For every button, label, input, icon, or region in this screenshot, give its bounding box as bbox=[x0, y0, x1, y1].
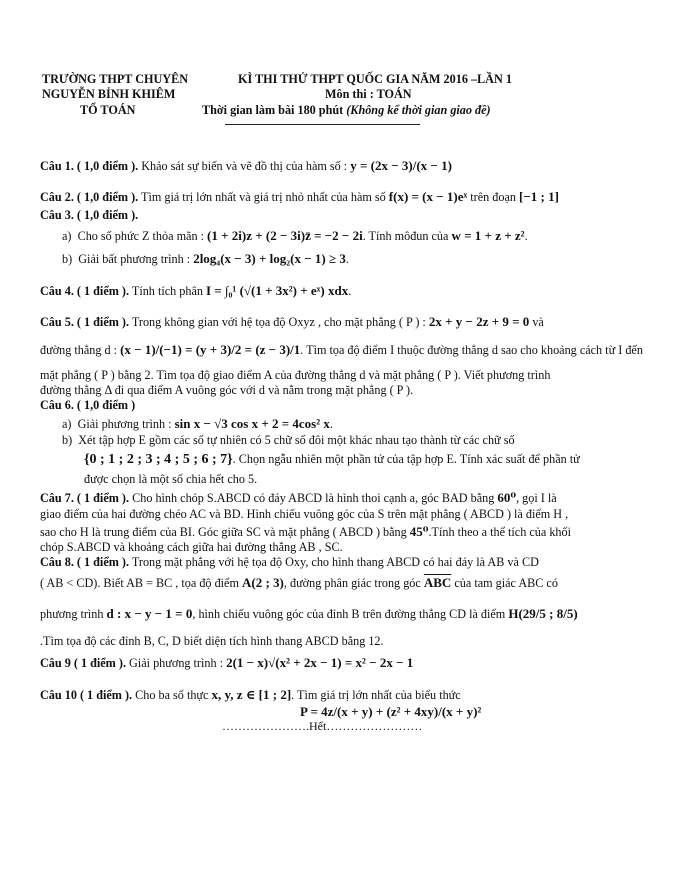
question-9-text: Giải phương trình : bbox=[126, 656, 227, 670]
question-3a-label: a) bbox=[62, 229, 72, 243]
question-7-line1b: , gọi I là bbox=[516, 491, 557, 505]
question-1-formula: y = (2x − 3)/(x − 1) bbox=[350, 158, 452, 173]
question-3b: b) Giải bất phương trình : 2log₄(x − 3) + log₂(x − 1) ≥ 3. bbox=[62, 251, 349, 266]
question-10-text: Cho ba số thực bbox=[132, 688, 212, 702]
question-7-angle2: 45⁰ bbox=[409, 524, 429, 539]
question-7-label: Câu 7. ( 1 điểm ). bbox=[40, 491, 130, 505]
question-8-label: Câu 8. ( 1 điểm ). bbox=[40, 555, 130, 569]
question-5-plane: 2x + y − 2z + 9 = 0 bbox=[428, 314, 530, 329]
question-2 bbox=[40, 189, 640, 205]
question-2-label: Câu 2. ( 1,0 điểm ). bbox=[40, 190, 139, 204]
question-5-label: Câu 5. ( 1 điểm ). bbox=[40, 315, 130, 329]
question-7-angle1: 60⁰ bbox=[497, 490, 517, 505]
question-3a-formula: (1 + 2i)z + (2 − 3i)z̄ = −2 − 2i bbox=[207, 228, 363, 243]
school-name-line1: TRƯỜNG THPT CHUYÊN bbox=[42, 72, 189, 86]
school-name-line2: NGUYỄN BỈNH KHIÊM bbox=[42, 87, 176, 101]
question-1-text: Khảo sát sự biến và vẽ đồ thị của hàm số : bbox=[138, 159, 351, 173]
question-5-line2 bbox=[40, 342, 643, 358]
question-4-text: Tính tích phân bbox=[129, 284, 206, 298]
question-3-label: Câu 3. ( 1,0 điểm ). bbox=[40, 208, 139, 222]
question-6b-text2: . Chọn ngẫu nhiên một phần tử của tập hợp E. Tính xác suất để phần tử bbox=[232, 452, 580, 466]
question-8-point-h: H(29/5 ; 8/5) bbox=[508, 606, 578, 621]
question-5-line4: đường thẳng Δ đi qua điểm A vuông góc với d và nằm trong mặt phẳng ( P ). bbox=[40, 383, 414, 397]
time-label: Thời gian làm bài 180 phút bbox=[202, 103, 344, 117]
question-8-point-a: A(2 ; 3) bbox=[241, 575, 284, 590]
question-3a: a) Cho số phức Z thỏa mãn : (1 + 2i)z + (2 − 3i)z̄ = −2 − 2i. Tính môđun của w = 1 + z + z². bbox=[62, 228, 528, 243]
question-5 bbox=[40, 314, 640, 330]
question-10-domain: x, y, z ∈ [1 ; 2] bbox=[211, 687, 292, 702]
question-8-bisector-eq: d : x − y − 1 = 0 bbox=[106, 606, 193, 621]
question-6b-line3: được chọn là một số chia hết cho 5. bbox=[84, 472, 258, 486]
question-8-line4: .Tìm tọa độ các đỉnh B, C, D biết diện tích hình thang ABCD bằng 12. bbox=[40, 634, 384, 648]
question-6a-text: Giải phương trình : bbox=[77, 417, 175, 431]
question-8 bbox=[40, 555, 640, 570]
question-7 bbox=[40, 490, 640, 506]
question-5-line2-pre: đường thẳng d : bbox=[40, 343, 121, 357]
question-7-line3b: .Tính theo a thể tích của khối bbox=[428, 525, 571, 539]
question-6b bbox=[62, 433, 515, 448]
question-10 bbox=[40, 687, 640, 703]
question-4-label: Câu 4. ( 1 điểm ). bbox=[40, 284, 130, 298]
question-8-line3 bbox=[40, 606, 640, 622]
question-6b-line2 bbox=[84, 452, 580, 467]
header-divider bbox=[225, 124, 420, 125]
question-8-angle-abc: $\overline{ABC}$ bbox=[423, 575, 452, 590]
question-7-line3-text: sao cho H là trung điểm của BI. Góc giữa SC và mặt phẳng ( ABCD ) bằng bbox=[40, 525, 410, 539]
exam-time bbox=[202, 103, 491, 118]
question-8-line3b: , hình chiếu vuông góc của đỉnh B trên đường thẳng CD là điểm bbox=[192, 607, 509, 621]
question-6b-text: Xét tập hợp E gồm các số tự nhiên có 5 chữ số đôi một khác nhau tạo thành từ các chữ số bbox=[78, 433, 515, 447]
question-8-line3-text: phương trình bbox=[40, 607, 107, 621]
question-7-line1: Cho hình chóp S.ABCD có đáy ABCD là hình thoi cạnh a, góc BAD bằng bbox=[129, 491, 498, 505]
question-6a: a) Giải phương trình : sin x − √3 cos x + 2 = 4cos² x. bbox=[62, 416, 333, 431]
question-2-formula: f(x) = (x − 1)eˣ bbox=[388, 189, 468, 204]
question-1-label: Câu 1. ( 1,0 điểm ). bbox=[40, 159, 139, 173]
question-8-line2c: của tam giác ABC có bbox=[451, 576, 558, 590]
question-7-line3 bbox=[40, 524, 640, 540]
exam-title: KÌ THI THỬ THPT QUỐC GIA NĂM 2016 –LẦN 1 bbox=[238, 72, 512, 86]
question-4-formula: I = ∫₀¹ (√(1 + 3x²) + eˣ) xdx bbox=[206, 283, 349, 298]
question-5-line-equation: (x − 1)/(−1) = (y + 3)/2 = (z − 3)/1 bbox=[120, 342, 301, 357]
question-5-text-va: và bbox=[529, 315, 544, 329]
question-6a-formula: sin x − √3 cos x + 2 = 4cos² x bbox=[174, 416, 330, 431]
question-8-line2 bbox=[40, 575, 640, 591]
question-10-label: Câu 10 ( 1 điểm ). bbox=[40, 688, 133, 702]
question-4: Câu 4. ( 1 điểm ). Tính tích phân I = ∫₀¹ (√(1 + 3x²) + eˣ) xdx. bbox=[40, 283, 352, 298]
question-6-label: Câu 6. ( 1,0 điểm ) bbox=[40, 398, 136, 412]
time-note: (Không kể thời gian giao đề) bbox=[346, 103, 491, 117]
question-5-text: Trong không gian với hệ tọa độ Oxyz , cho mặt phẳng ( P ) : bbox=[129, 315, 429, 329]
question-10-text2: . Tìm giá trị lớn nhất của biểu thức bbox=[291, 688, 461, 702]
question-5-line2-post: . Tìm tọa độ điểm I thuộc đường thẳng d sao cho khoảng cách từ I đến bbox=[300, 343, 643, 357]
department-name: TỔ TOÁN bbox=[80, 103, 136, 117]
question-2-text2: trên đoạn bbox=[467, 190, 520, 204]
question-3a-text2: . Tính môđun của bbox=[362, 229, 452, 243]
question-3-heading bbox=[40, 208, 640, 223]
question-8-line1: Trong mặt phẳng với hệ tọa độ Oxy, cho hình thang ABCD có hai đáy là AB và CD bbox=[129, 555, 539, 569]
exam-subject: Môn thi : TOÁN bbox=[325, 87, 412, 101]
question-9-label: Câu 9 ( 1 điểm ). bbox=[40, 656, 126, 670]
question-7-line4: chóp S.ABCD và khoảng cách giữa hai đường thẳng AB , SC. bbox=[40, 540, 343, 554]
question-3b-formula: 2log₄(x − 3) + log₂(x − 1) ≥ 3 bbox=[193, 251, 346, 266]
question-10-expression-line bbox=[300, 704, 640, 720]
question-3b-label: b) bbox=[62, 252, 73, 266]
question-5-line3: mặt phẳng ( P ) bằng 2. Tìm tọa độ giao điểm A của đường thẳng d và mặt phẳng ( P ). Viết phương trình bbox=[40, 368, 551, 382]
question-6a-label: a) bbox=[62, 417, 72, 431]
question-6-heading bbox=[40, 398, 640, 413]
end-marker: ………………….Hết…………………… bbox=[222, 719, 423, 733]
question-2-interval: [−1 ; 1] bbox=[519, 189, 559, 204]
question-1 bbox=[40, 158, 640, 174]
question-3a-text: Cho số phức Z thỏa mãn : bbox=[77, 229, 208, 243]
question-3a-formula2: w = 1 + z + z² bbox=[451, 228, 525, 243]
question-6b-label: b) bbox=[62, 433, 73, 447]
question-8-line2b: , đường phân giác trong góc bbox=[283, 576, 424, 590]
question-9-formula: 2(1 − x)√(x² + 2x − 1) = x² − 2x − 1 bbox=[226, 655, 414, 670]
question-7-line2: giao điểm của hai đường chéo AC và BD. Hình chiếu vuông góc của S trên mặt phẳng ( ABCD ) là điểm H , bbox=[40, 507, 569, 521]
question-6b-digit-set: {0 ; 1 ; 2 ; 3 ; 4 ; 5 ; 6 ; 7} bbox=[84, 452, 233, 467]
question-8-line2-text: ( AB < CD). Biết AB = BC , tọa độ điểm bbox=[40, 576, 242, 590]
question-3b-text: Giải bất phương trình : bbox=[78, 252, 194, 266]
question-9 bbox=[40, 655, 640, 671]
question-2-text: Tìm giá trị lớn nhất và giá trị nhỏ nhất của hàm số bbox=[138, 190, 389, 204]
question-10-expression: P = 4z/(x + y) + (z² + 4xy)/(x + y)² bbox=[300, 704, 482, 719]
